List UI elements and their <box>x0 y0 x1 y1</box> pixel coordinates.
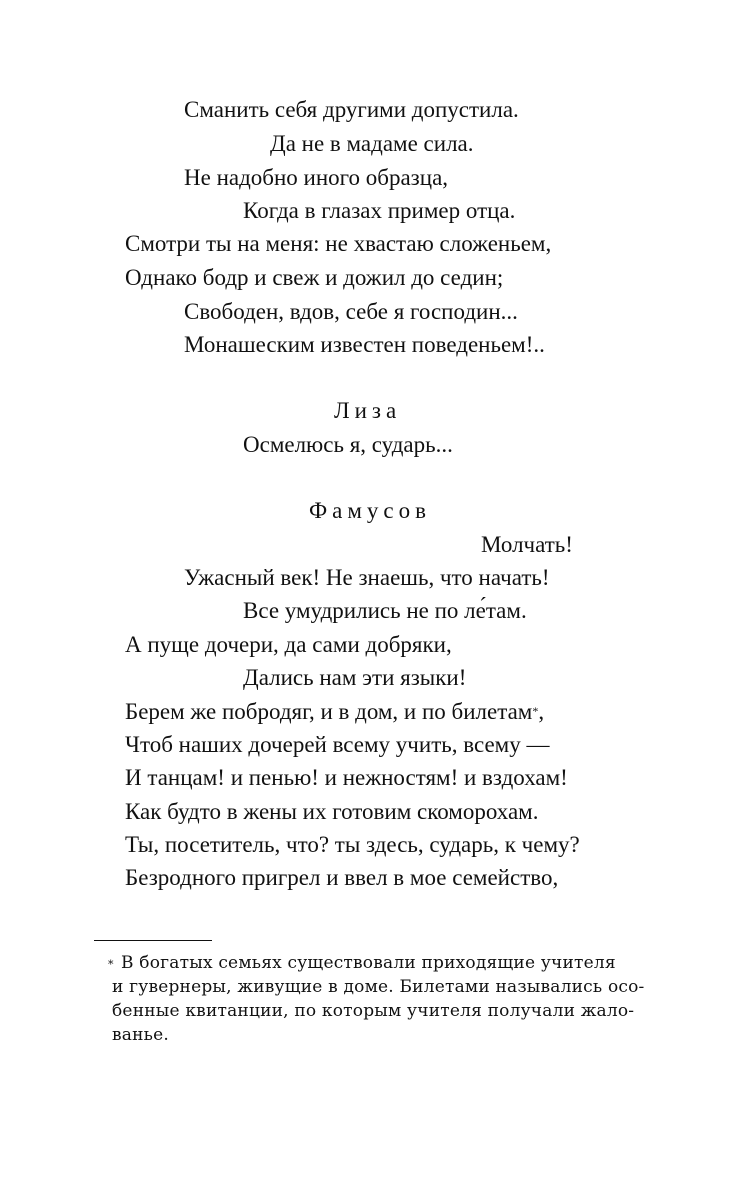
verse-line: Монашеским известен поведеньем!.. <box>184 332 545 357</box>
verse-line: Все умудрились не по ле́там. <box>243 598 527 623</box>
footnote-divider <box>94 940 212 941</box>
verse-line: А пуще дочери, да сами добряки, <box>125 632 452 657</box>
line-end-punctuation: , <box>538 699 545 724</box>
verse-line: Ужасный век! Не знаешь, что начать! <box>184 565 550 590</box>
verse-line-text: Берем же побродяг, и в дом, и по билетам <box>125 699 533 724</box>
speaker-name: Фамусов <box>309 498 432 523</box>
verse-line: Молчать! <box>481 532 573 557</box>
verse-line: Как будто в жены их готовим скоморохам. <box>125 799 539 824</box>
verse-line: Осмелюсь я, сударь... <box>243 432 453 457</box>
verse-line: Да не в мадаме сила. <box>270 131 474 156</box>
footnote-line: В богатых семьях существовали приходящие учителя <box>121 953 616 973</box>
verse-line: Когда в глазах пример отца. <box>243 198 516 223</box>
verse-line: И танцам! и пенью! и нежностям! и вздохам! <box>125 765 568 790</box>
verse-line-with-note <box>125 697 544 730</box>
verse-line: Свободен, вдов, себе я господин... <box>184 299 518 324</box>
verse-line: Смотри ты на меня: не хвастаю сложеньем, <box>125 231 552 256</box>
footnote-line: и гувернеры, живущие в доме. Билетами назывались осо- <box>112 977 645 997</box>
verse-line: Ты, посетитель, что? ты здесь, сударь, к чему? <box>125 832 580 857</box>
footnote <box>108 951 646 1047</box>
verse-line: Чтоб наших дочерей всему учить, всему — <box>125 732 550 757</box>
footnote-line: ванье. <box>112 1025 169 1045</box>
footnote-line: бенные квитанции, по которым учителя получали жало- <box>112 1001 635 1021</box>
verse-line: Сманить себя другими допустила. <box>184 97 519 122</box>
verse-line: Безродного пригрел и ввел в мое семейство, <box>125 865 559 890</box>
speaker-name: Лиза <box>334 398 402 423</box>
verse-line: Дались нам эти языки! <box>243 665 467 690</box>
verse-line: Не надобно иного образца, <box>184 165 449 190</box>
verse-line: Однако бодр и свеж и дожил до седин; <box>125 265 504 290</box>
footnote-reference: * <box>532 704 539 718</box>
footnote-marker: * <box>108 958 114 971</box>
